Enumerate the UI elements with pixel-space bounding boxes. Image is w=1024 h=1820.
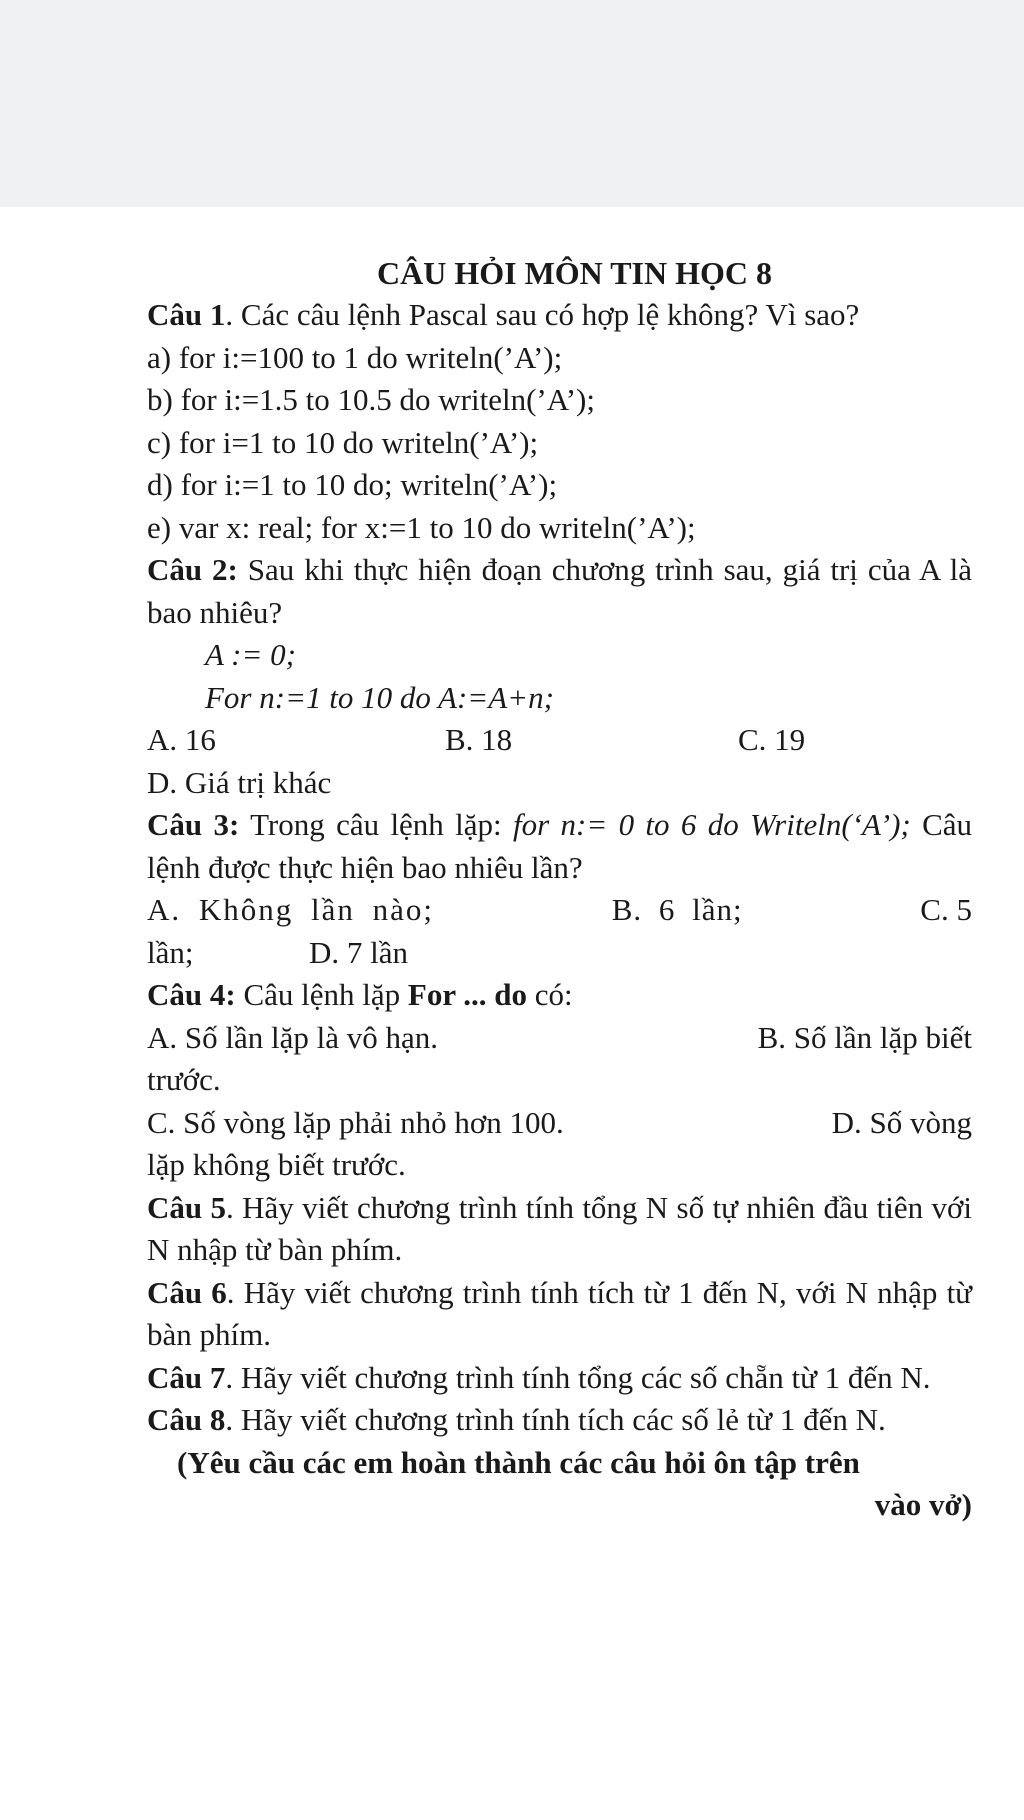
question-4-label: Câu 4:: [147, 977, 236, 1012]
question-2-code-line-2: For n:=1 to 10 do A:=A+n;: [205, 679, 554, 715]
question-3-text-after: Câu lệnh được thực hiện bao nhiêu lần?: [147, 807, 973, 885]
question-5-text: . Hãy viết chương trình tính tổng N số tự nhiên đầu tiên với N nhập từ bàn phím.: [147, 1189, 972, 1267]
question-2: [147, 549, 972, 634]
question-1-item-b: b) for i:=1.5 to 10.5 do writeln(’A’);: [147, 382, 595, 417]
question-1-item-c: c) for i=1 to 10 do writeln(’A’);: [147, 424, 539, 460]
question-1-text: . Các câu lệnh Pascal sau có hợp lệ không? Vì sao?: [225, 297, 860, 332]
question-1-item-d: d) for i:=1 to 10 do; writeln(’A’);: [147, 467, 558, 502]
closing-note-line-2: vào vở): [874, 1487, 972, 1522]
question-4: [147, 974, 972, 1017]
question-5-label: Câu 5: [147, 1189, 226, 1225]
question-6: [147, 1272, 972, 1357]
question-3-code: for n:= 0 to 6 do Writeln(‘A’);: [512, 807, 911, 842]
question-3: [147, 804, 972, 889]
question-4-keyword: For ... do: [407, 977, 528, 1012]
question-7-text: . Hãy viết chương trình tính tổng các số chẵn từ 1 đến N.: [225, 1359, 931, 1395]
question-2-option-a: A. 16: [147, 722, 216, 757]
question-2-code-line-1: A := 0;: [205, 637, 296, 672]
page-title: CÂU HỎI MÔN TIN HỌC 8: [377, 255, 772, 291]
question-6-text: . Hãy viết chương trình tính tích từ 1 đến N, với N nhập từ bàn phím.: [147, 1274, 972, 1352]
question-3-option-c-cont: lần;: [147, 934, 194, 970]
question-5: [147, 1187, 972, 1272]
question-4-option-b: B. Số lần lặp biết: [757, 1019, 972, 1055]
question-4-option-b-cont: trước.: [147, 1062, 221, 1097]
question-7: [147, 1357, 972, 1400]
question-4-option-a: A. Số lần lặp là vô hạn.: [147, 1019, 439, 1055]
question-1: [147, 294, 972, 337]
question-8: [147, 1399, 972, 1442]
question-6-label: Câu 6: [147, 1274, 227, 1310]
document-page: [147, 252, 972, 1527]
question-4-option-d-cont: lặp không biết trước.: [147, 1147, 406, 1182]
question-4-row-2: [147, 1102, 972, 1145]
question-1-label: Câu 1: [147, 297, 226, 332]
question-3-option-d: D. 7 lần: [309, 934, 409, 970]
question-4-row-1: [147, 1017, 972, 1060]
question-4-text-after: có:: [527, 977, 573, 1012]
question-3-label: Câu 3:: [147, 807, 240, 842]
question-1-item-a: a) for i:=100 to 1 do writeln(’A’);: [147, 339, 563, 375]
question-2-option-c: C. 19: [738, 722, 806, 757]
question-3-options-continued: [147, 932, 972, 975]
question-2-label: Câu 2:: [147, 552, 238, 587]
question-7-label: Câu 7: [147, 1359, 226, 1395]
question-8-label: Câu 8: [147, 1402, 226, 1437]
question-2-text: Sau khi thực hiện đoạn chương trình sau, giá trị của A là bao nhiêu?: [147, 552, 973, 630]
question-3-option-a: A. Không lần nào;: [147, 892, 435, 927]
question-3-option-b: B. 6 lần;: [611, 892, 743, 927]
question-2-option-d: D. Giá trị khác: [147, 764, 332, 800]
question-4-option-d: D. Số vòng: [831, 1104, 972, 1140]
closing-note-line-1: (Yêu cầu các em hoàn thành các câu hỏi ôn tập trên: [177, 1444, 860, 1480]
question-2-option-b: B. 18: [445, 722, 513, 757]
question-3-text-before: Trong câu lệnh lặp:: [239, 807, 513, 842]
question-1-item-e: e) var x: real; for x:=1 to 10 do writeln(’A’);: [147, 509, 696, 545]
question-8-text: . Hãy viết chương trình tính tích các số lẻ từ 1 đến N.: [225, 1402, 886, 1437]
question-3-option-c: C. 5: [920, 892, 972, 927]
top-gray-band: [0, 0, 1024, 207]
question-3-options: [147, 889, 972, 932]
question-4-option-c: C. Số vòng lặp phải nhỏ hơn 100.: [147, 1104, 564, 1140]
question-2-options: [147, 719, 972, 762]
question-4-text-before: Câu lệnh lặp: [235, 977, 408, 1012]
